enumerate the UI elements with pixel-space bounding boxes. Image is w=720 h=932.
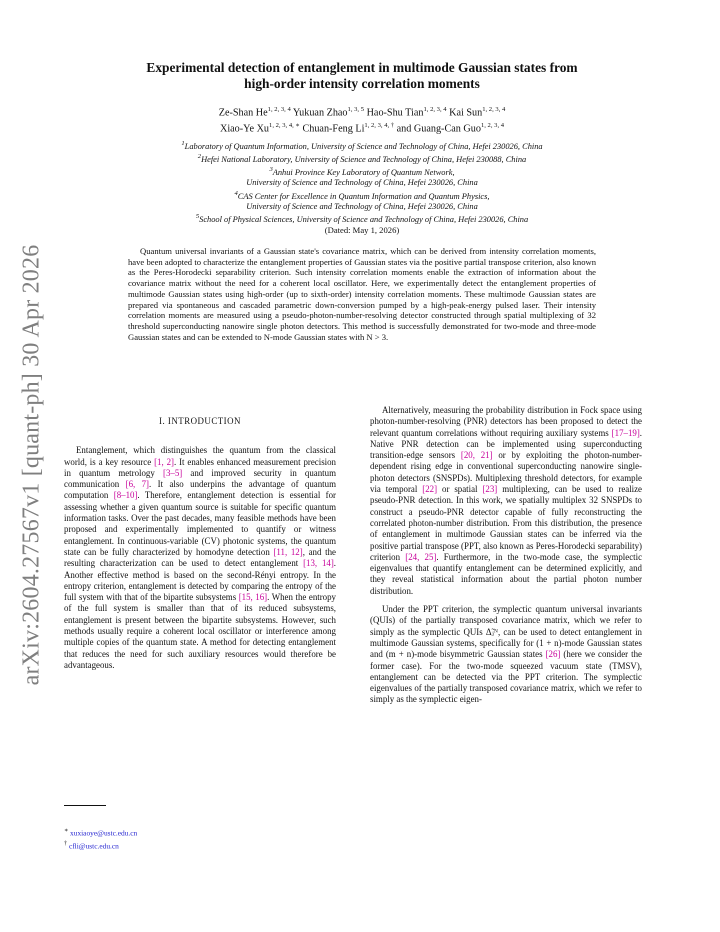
title-line: high-order intensity correlation moments xyxy=(244,76,480,91)
affiliation-number: 3 xyxy=(269,166,273,174)
author-name: Guang-Can Guo xyxy=(413,123,481,135)
body-text: . It enables enhanced measurement precision in quantum metrology xyxy=(64,456,336,478)
author-affiliation-marks: 1, 3, 5 xyxy=(347,106,365,113)
footnote-email-link[interactable]: xuxiaoye@ustc.edu.cn xyxy=(70,828,138,838)
affiliation-line xyxy=(70,212,654,225)
citation-link[interactable]: [13, 14] xyxy=(303,558,334,569)
body-text: Alternatively, measuring the probability distribution in Fock space using photon-number-resolving (PNR) detectors has been proposed to detect the relevant quantum correlations without requiring auxiliary systems xyxy=(370,405,642,438)
footnote-mark: † xyxy=(64,840,68,847)
body-paragraph xyxy=(64,445,336,671)
body-text: multiplexing, can be used to realize pseudo-PNR detection. In this work, we spatially multiplex 32 SNSPDs to construct a pseudo-PNR detector capable of fully reconstructing the correlated photon-number distribution. From this distribution, the presence of entanglement in multimode Gaussian states can be inferred via the positive partial transpose (PPT, also known as Peres-Horodecki separability) criterion xyxy=(370,484,643,562)
affiliation-line xyxy=(70,189,654,202)
left-column-body xyxy=(64,445,336,671)
citation-link[interactable]: [20, 21] xyxy=(460,450,493,461)
dated-line: (Dated: May 1, 2026) xyxy=(324,225,400,235)
affiliation-text: School of Physical Sciences, University of Science and Technology of China, Hefei 230026, China xyxy=(199,214,529,224)
citation-link[interactable]: [26] xyxy=(545,649,561,660)
citation-link[interactable]: [8–10] xyxy=(113,490,138,501)
affiliation-number: 4 xyxy=(234,189,238,197)
author-name: Xiao-Ye Xu xyxy=(219,123,270,135)
author-name: Kai Sun xyxy=(449,107,483,119)
affiliation-line xyxy=(70,178,654,188)
abstract: Quantum universal invariants of a Gaussian state's covariance matrix, which can be derived from intensity correlation moments, have been adopted to characterize the entanglement properties of Gaussian states via the positive partial transpose criterion, also known as the Peres-Horodecki separability criterion. Such intensity correlation moments enable the extraction of information about the covariance matrix without the need for a coherent local oscillator. Here, we experimentally detect the entanglement properties of multimode Gaussian states using high-order (up to sixth-order) intensity correlation moments. These multimode Gaussian states are prepared via spontaneous and cascaded parametric down-conversion pumped by a high-peak-energy pulsed laser. Their intensity correlation moments are measured using a pseudo-photon-number-resolving detector constructed through spatial multiplexing of 32 threshold superconducting nanowire single photon detectors. This method is successfully demonstrated for two-mode and three-mode Gaussian states and can be extended to N-mode Gaussian states with N > 3. xyxy=(128,246,596,342)
affiliation-line xyxy=(70,165,654,178)
affiliation-text: University of Science and Technology of China, Hefei 230026, China xyxy=(246,178,478,188)
citation-link[interactable]: [15, 16] xyxy=(238,592,268,603)
footnote-email-link[interactable]: cfli@ustc.edu.cn xyxy=(68,841,119,851)
footnote-line xyxy=(64,826,137,839)
author-name: Ze-Shan He xyxy=(218,107,268,119)
body-text: or by exploiting the photon-number-dependent rising edge in conventional superconducting nanowire single-photon detectors (SNSPDs). Multiplexing threshold detectors, for example via temporal xyxy=(370,450,642,495)
citation-link[interactable]: [17–19] xyxy=(611,427,640,438)
footnote-line xyxy=(64,839,137,852)
body-paragraph xyxy=(370,405,642,597)
body-text: . Another effective method is based on the second-Rényi entropy. In the entropy criterion, entanglement is detected by comparing the entropy of the full system with that of the bipartite subsystems xyxy=(64,558,336,603)
arxiv-identifier-stamp xyxy=(10,244,54,686)
affiliation-text: Hefei National Laboratory, University of Science and Technology of China, Hefei 230088, China xyxy=(201,154,527,164)
affiliation-list xyxy=(70,139,654,225)
author-affiliation-marks: 1, 2, 3, 4 xyxy=(267,106,291,113)
citation-link[interactable]: [6, 7] xyxy=(125,479,150,490)
right-column-body xyxy=(370,405,642,706)
body-paragraph xyxy=(370,604,642,706)
footnotes xyxy=(64,826,137,852)
body-text: , and the resulting characterization can be used to detect entanglement xyxy=(64,546,336,569)
body-text: . When the entropy of the full system is smaller than that of its reduced subsystems, entanglement is present between the bipartite subsystems. However, such methods usually require a coherent local oscillator or interference among multiple copies of the quantum state. A method for detecting entanglement that reduces the need for such auxiliary resources would therefore be advantageous. xyxy=(64,592,336,670)
affiliation-text: Laboratory of Quantum Information, University of Science and Technology of China, Hefei 230026, China xyxy=(184,141,543,151)
footnote-mark: ∗ xyxy=(64,828,69,834)
citation-link[interactable]: [1, 2] xyxy=(154,456,174,467)
author-name: Chuan-Feng Li xyxy=(302,123,365,135)
footnote-rule xyxy=(64,805,106,806)
body-text: and improved security in quantum communication xyxy=(64,467,336,490)
author-affiliation-marks: 1, 2, 3, 4 xyxy=(423,106,447,113)
author-name: Hao-Shu Tian xyxy=(366,107,424,119)
left-column xyxy=(64,400,336,678)
title-line: Experimental detection of entanglement in multimode Gaussian states from xyxy=(146,60,578,75)
author-list: Ze-Shan He$^{1, 2, 3, 4}$ Yukuan Zhao$^{1, 3, 5}$ Hao-Shu Tian$^{1, 2, 3, 4}$ Kai Sun$^{1, 2, 3, 4}$ Xiao-Ye $Xu^{1, 2, 3, 4, ∗}$ Chuan-Feng $Li^{1, 2, 3, 4, \dagger}$ and Guang-Can Guo$^{1, 2, 3, 4}$ xyxy=(218,106,506,135)
author-affiliation-marks: 1, 2, 3, 4 xyxy=(482,106,506,113)
citation-link[interactable]: [3–5] xyxy=(162,467,183,478)
citation-link[interactable]: [24, 25] xyxy=(405,551,437,562)
affiliation-text: Anhui Province Key Laboratory of Quantum Network, xyxy=(272,167,455,177)
paper-title xyxy=(70,60,654,92)
author-affiliation-marks: 1, 2, 3, 4, ∗ xyxy=(269,122,300,130)
section-heading: I. INTRODUCTION xyxy=(159,416,241,426)
affiliation-line xyxy=(70,139,654,152)
body-text: . Therefore, entanglement detection is essential for assessing whether a given quantum source is suitable for specific quantum information tasks. Over the past decades, many feasible methods have been proposed and experimentally implemented to quantify or witness entanglement. In continuous-variable (CV) photonic systems, the quantum state can be fully characterized by homodyne detection xyxy=(64,490,336,557)
body-text: Entanglement, which distinguishes the quantum from the classical world, is a key resource xyxy=(64,445,336,467)
right-column xyxy=(370,405,642,713)
author-affiliation-marks: 1, 2, 3, 4, † xyxy=(364,122,395,130)
affiliation-text: University of Science and Technology of China, Hefei 230026, China xyxy=(246,201,478,211)
citation-link[interactable]: [23] xyxy=(482,484,498,495)
affiliation-line xyxy=(70,202,654,212)
body-text: (here we consider the former case). For the two-mode squeezed vacuum state (TMSV), entanglement can be detected via the PPT criterion. The symplectic eigenvalues of the partially transposed covariance matrix, which we refer to simply as the symplectic eigen- xyxy=(370,649,642,705)
affiliation-text: CAS Center for Excellence in Quantum Information and Quantum Physics, xyxy=(237,191,490,201)
citation-link[interactable]: [11, 12] xyxy=(273,546,303,557)
affiliation-number: 5 xyxy=(195,212,200,220)
affiliation-line xyxy=(70,152,654,165)
affiliation-number: 2 xyxy=(197,153,202,161)
body-text: . Furthermore, in the two-mode case, the symplectic eigenvalues that quantify entanglement can be determined explicitly, and they reveal statistical information about the partial photon number distribution. xyxy=(370,551,643,596)
body-text: . Native PNR detection can be implemented using superconducting transition-edge sensors xyxy=(370,427,642,461)
affiliation-number: 1 xyxy=(181,140,185,147)
body-text: or spatial xyxy=(437,484,483,495)
author-affiliation-marks: 1, 2, 3, 4 xyxy=(480,122,505,130)
body-text: Under the PPT criterion, the symplectic quantum universal invariants (QUIs) of the partially transposed covariance matrix, which we refer to simply as the symplectic QUIs Δ̃ⱼᴺ, can be used to detect entanglement in multimode Gaussian systems, specifically for (1 + n)-mode Gaussian states and (m + n)-mode bisymmetric Gaussian states xyxy=(370,604,642,660)
body-text: . It also underpins the advantage of quantum computation xyxy=(64,479,336,501)
citation-link[interactable]: [22] xyxy=(422,484,438,495)
author-name: Yukuan Zhao xyxy=(292,107,348,119)
arxiv-stamp-text: arXiv:2604.27567v1 [quant-ph] 30 Apr 2026 xyxy=(18,244,45,686)
